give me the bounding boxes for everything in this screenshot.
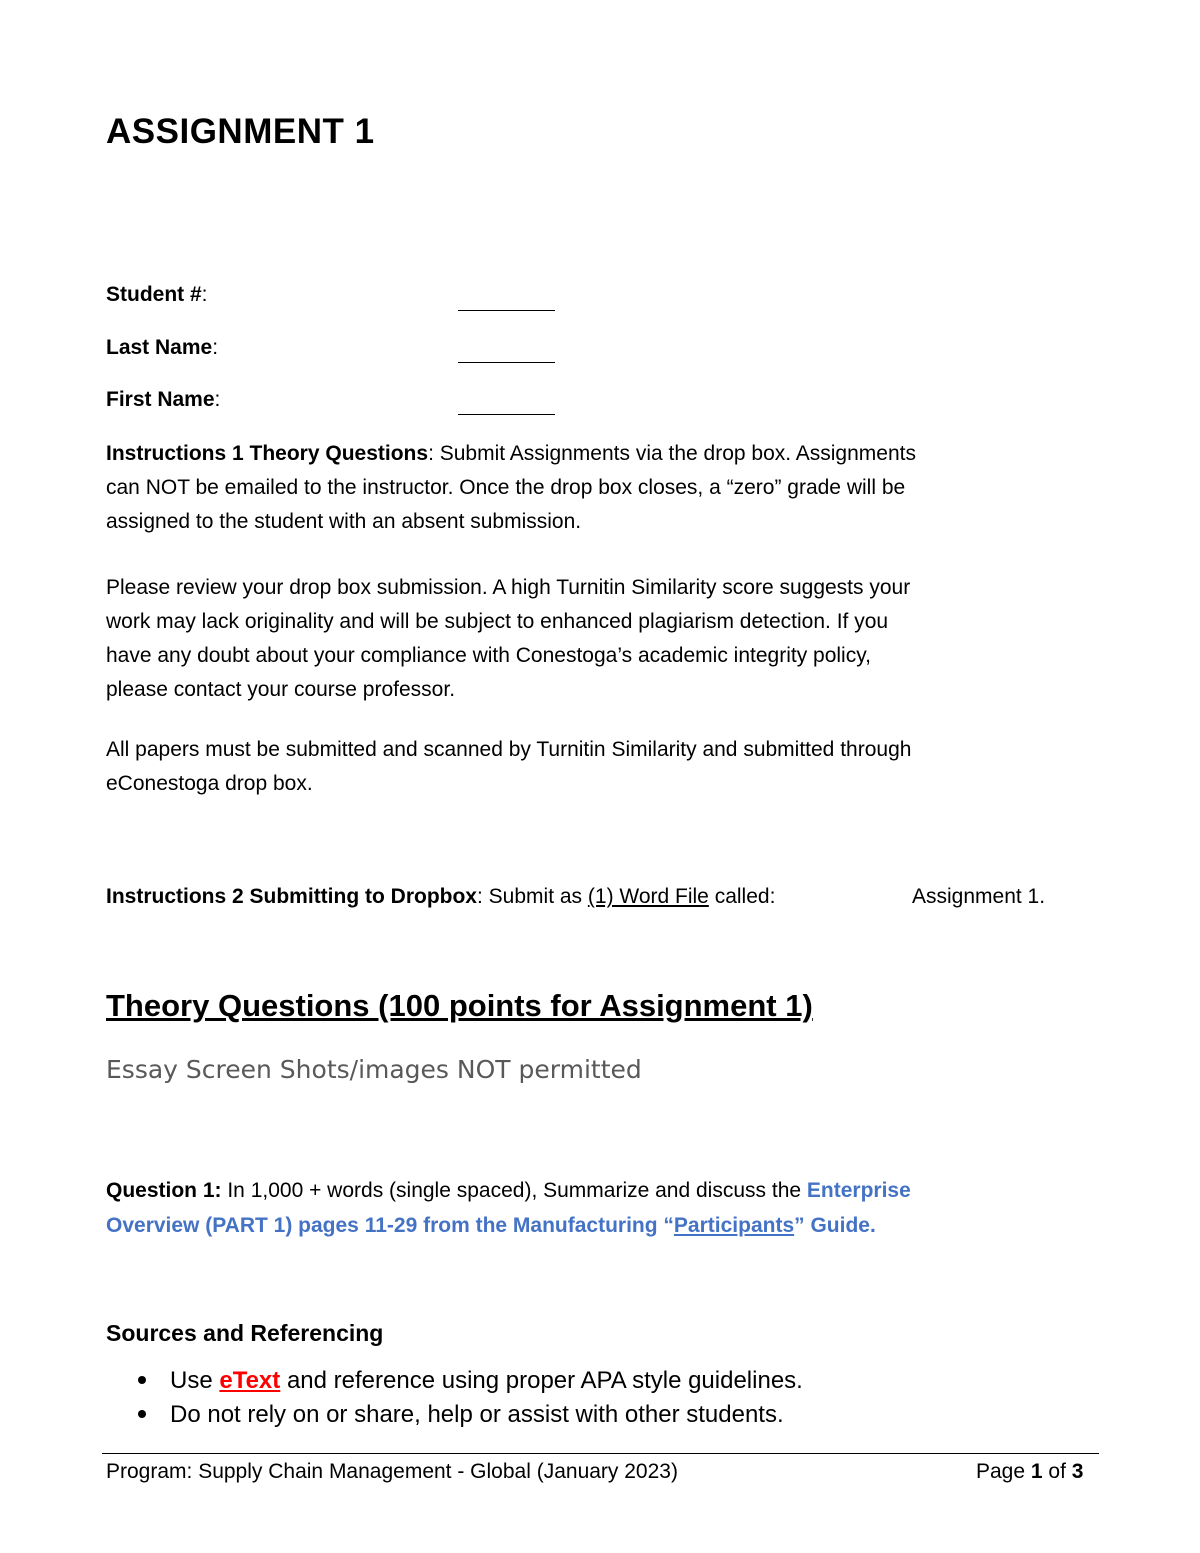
list-item: Do not rely on or share, help or assist with other students. bbox=[170, 1401, 784, 1429]
student-number-blank[interactable] bbox=[458, 310, 555, 311]
review-paragraph: Please review your drop box submission. A high Turnitin Similarity score suggests your work may lack originality and will be subject to enhanced plagiarism detection. If you have any doubt about your compliance with Conestoga’s academic integrity policy, please contact your course professor. bbox=[106, 576, 911, 701]
field-label-student-number: Student #: bbox=[106, 283, 208, 306]
essay-subtitle: Essay Screen Shots/images NOT permitted bbox=[106, 1055, 642, 1084]
instructions-2-line: Instructions 2 Submitting to Dropbox: Submit as (1) Word File called: bbox=[106, 885, 776, 908]
footer-program: Program: Supply Chain Management - Global (January 2023) bbox=[106, 1460, 678, 1483]
bullet-icon bbox=[138, 1410, 146, 1418]
sources-heading: Sources and Referencing bbox=[106, 1320, 384, 1346]
footer-page-number: Page 1 of 3 bbox=[976, 1460, 1084, 1483]
assignment-filename: Assignment 1. bbox=[912, 885, 1046, 908]
list-item: Use eText and reference using proper APA style guidelines. bbox=[170, 1367, 803, 1395]
field-label-last-name: Last Name: bbox=[106, 336, 219, 359]
first-name-blank[interactable] bbox=[458, 414, 555, 415]
theory-questions-heading: Theory Questions (100 points for Assignment 1) bbox=[106, 988, 813, 1023]
bullet-icon bbox=[138, 1376, 146, 1384]
papers-paragraph: All papers must be submitted and scanned by Turnitin Similarity and submitted through eConestoga drop box. bbox=[106, 738, 912, 795]
instructions-1-paragraph: Instructions 1 Theory Questions: Submit Assignments via the drop box. Assignments can NOT be emailed to the instructor. Once the drop box closes, a “zero” grade will be assigned to the student with an absent submission. bbox=[106, 442, 916, 533]
footer-divider bbox=[102, 1453, 1099, 1454]
etext-link[interactable]: eText bbox=[219, 1367, 281, 1394]
participants-guide-link[interactable]: Participants bbox=[673, 1214, 795, 1237]
field-label-first-name: First Name: bbox=[106, 388, 221, 411]
assignment-title: ASSIGNMENT 1 bbox=[106, 112, 375, 151]
word-file-link[interactable]: (1) Word File bbox=[587, 885, 709, 908]
last-name-blank[interactable] bbox=[458, 362, 555, 363]
question-1-paragraph: Question 1: In 1,000 + words (single spaced), Summarize and discuss the Enterprise Overview (PART 1) pages 11-29 from the Manufacturing “Participants” Guide. bbox=[106, 1179, 911, 1237]
